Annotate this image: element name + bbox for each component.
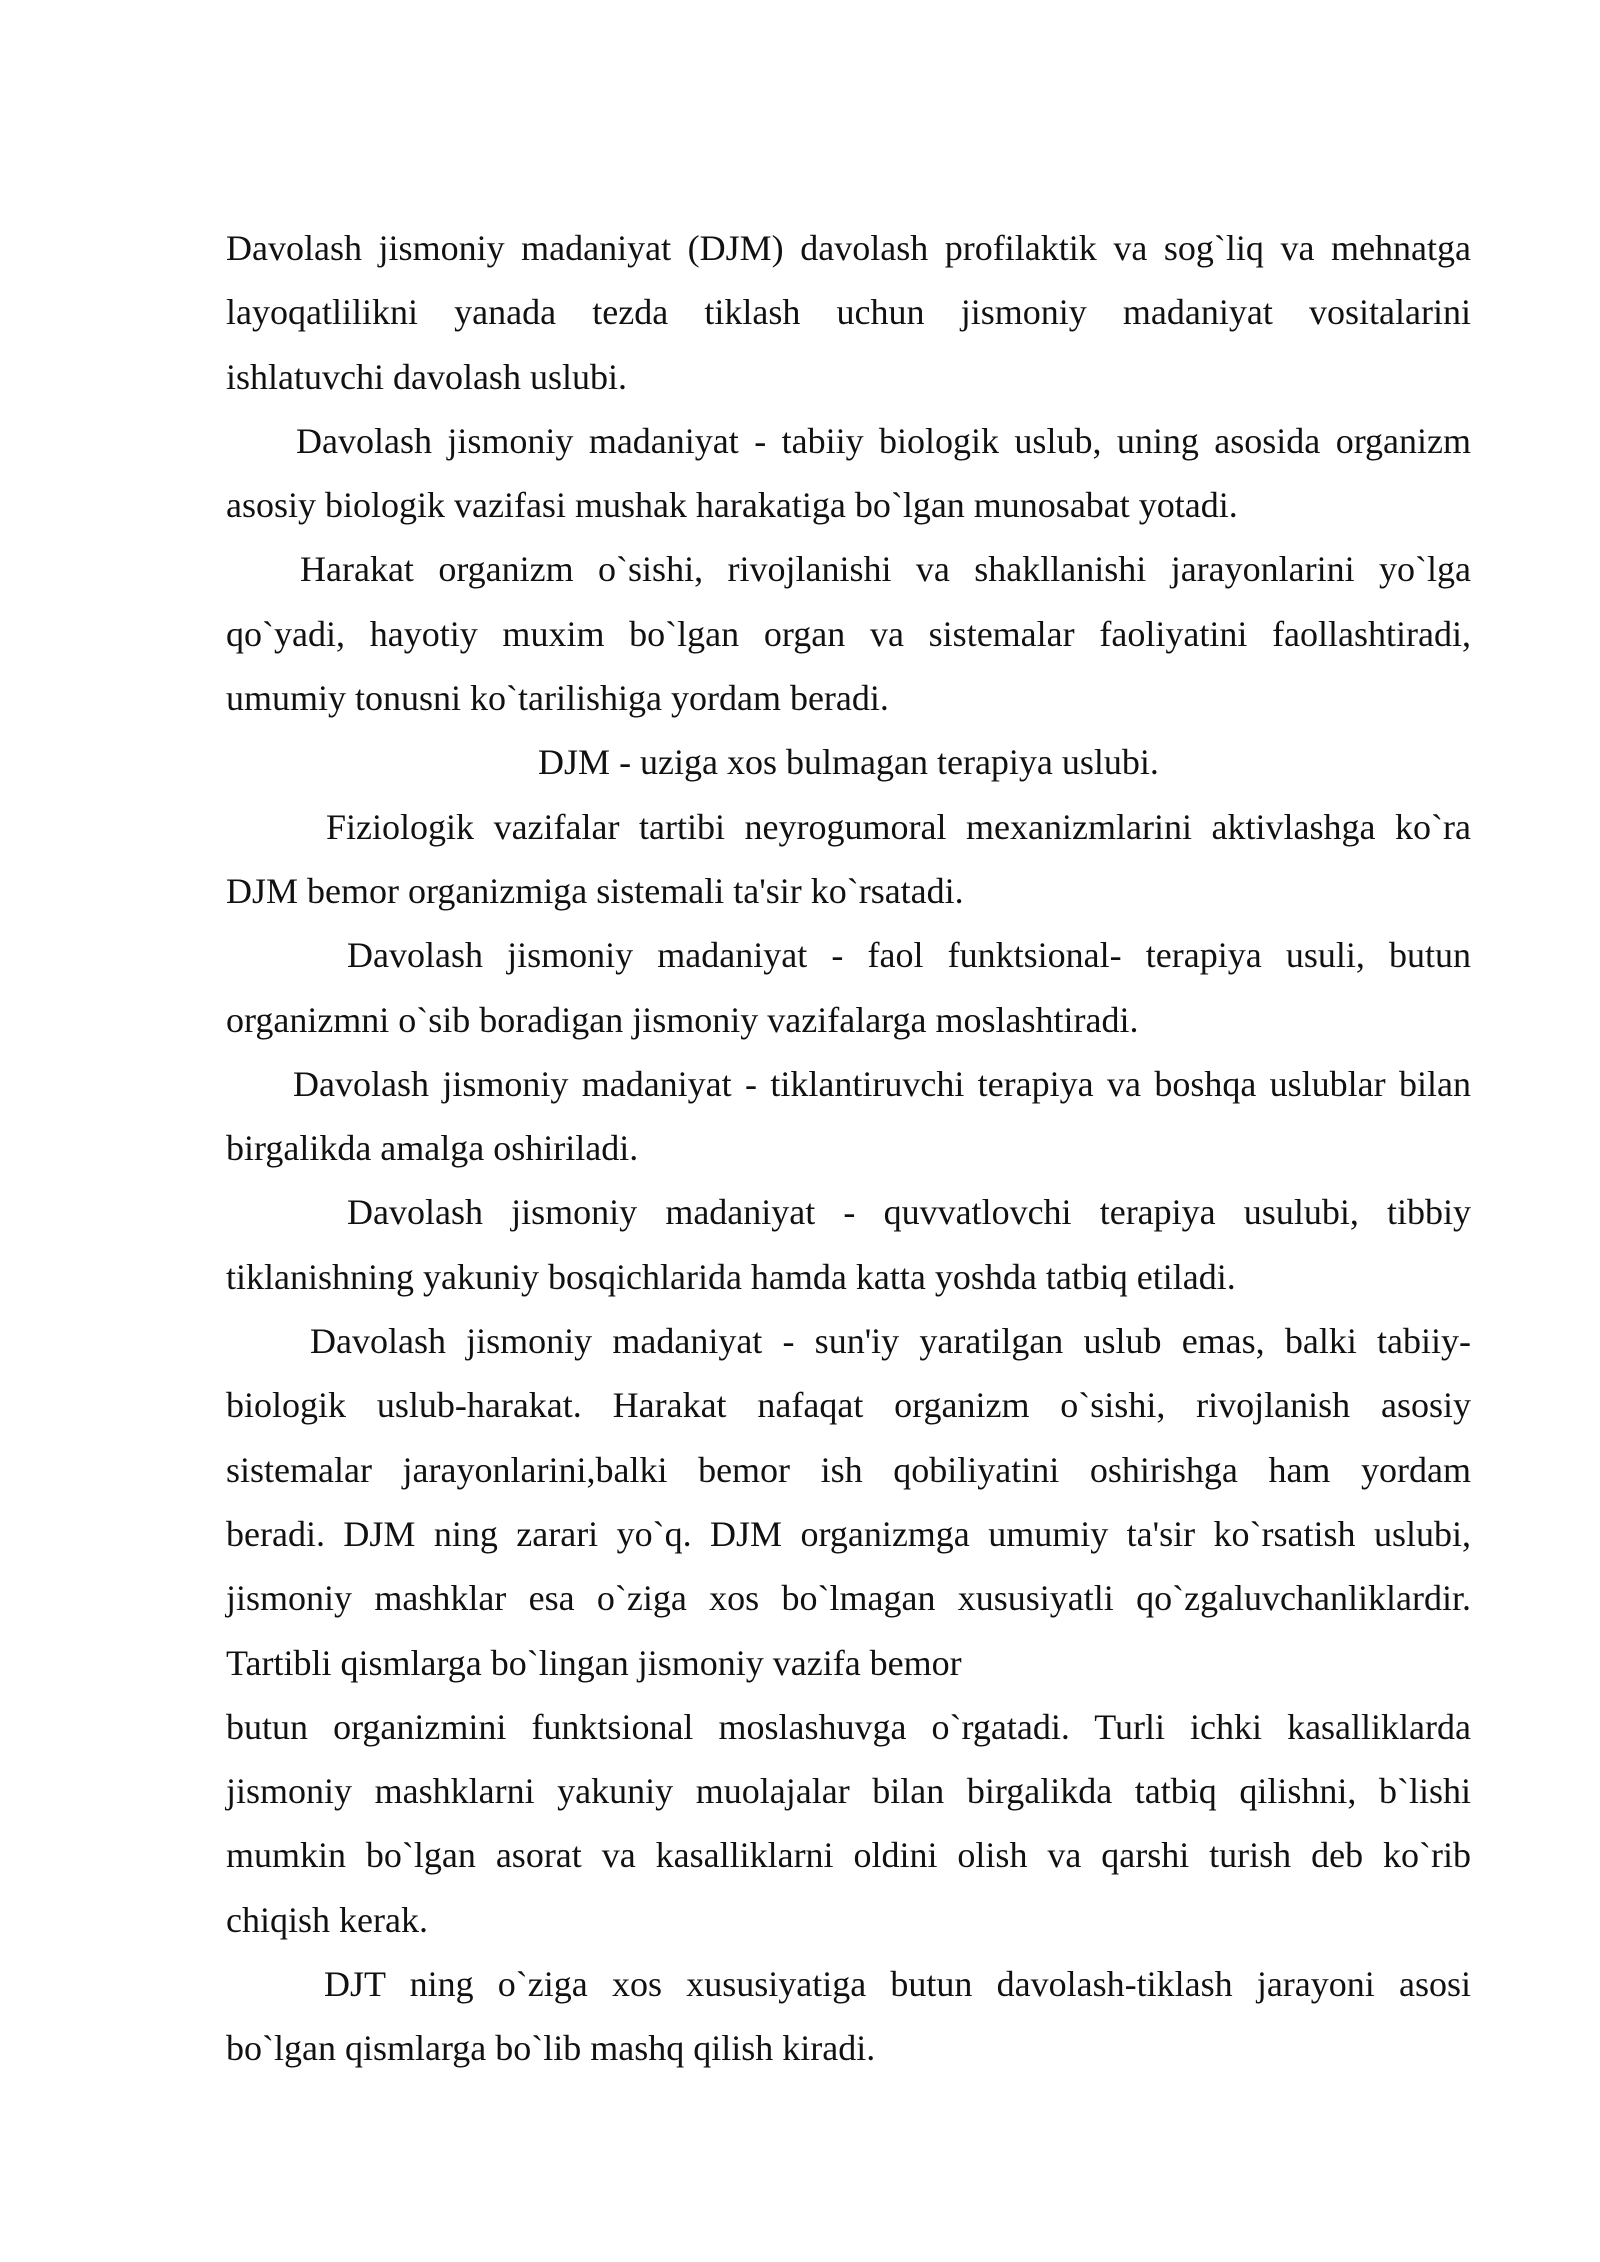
text-line: layoqatlilikni yanada tezda tiklash uchun jismoniy madaniyat vositalarini xyxy=(226,292,1471,333)
paragraph xyxy=(226,1180,1471,1309)
paragraph xyxy=(226,537,1471,730)
text-line: Davolash jismoniy madaniyat - faol funktsional- terapiya usuli, butun xyxy=(347,935,1471,976)
paragraph xyxy=(226,1052,1471,1181)
text-line: tiklanishning yakuniy bosqichlarida hamda katta yoshda tatbiq etiladi. xyxy=(226,1256,1236,1297)
text-line: butun organizmini funktsional moslashuvga o`rgatadi. Turli ichki kasalliklarda xyxy=(226,1706,1471,1747)
document-body xyxy=(226,216,1471,2081)
text-line: jismoniy mashklarni yakuniy muolajalar bilan birgalikda tatbiq qilishni, b`lishi xyxy=(226,1771,1471,1812)
text-line: ishlatuvchi davolash uslubi. xyxy=(226,356,627,397)
text-line: Davolash jismoniy madaniyat - tabiiy biologik uslub, uning asosida organizm xyxy=(296,420,1471,461)
paragraph xyxy=(226,795,1471,924)
text-line: Davolash jismoniy madaniyat - sun'iy yaratilgan uslub emas, balki tabiiy- xyxy=(310,1321,1471,1362)
text-line: birgalikda amalga oshiriladi. xyxy=(226,1128,639,1169)
text-line: DJM - uziga xos bulmagan terapiya uslubi. xyxy=(538,742,1159,783)
text-line: umumiy tonusni ko`tarilishiga yordam beradi. xyxy=(226,678,889,719)
text-line: Fiziologik vazifalar tartibi neyrogumoral mexanizmlarini aktivlashga ko`ra xyxy=(326,806,1471,847)
paragraph xyxy=(226,409,1471,538)
text-line: organizmni o`sib boradigan jismoniy vazifalarga moslashtiradi. xyxy=(226,999,1139,1040)
text-line: DJT ning o`ziga xos xususiyatiga butun davolash-tiklash jarayoni asosi xyxy=(324,1964,1471,2005)
centered-paragraph xyxy=(226,730,1471,794)
paragraph xyxy=(226,1695,1471,1952)
paragraph xyxy=(226,1952,1471,2081)
text-line: beradi. DJM ning zarari yo`q. DJM organizmga umumiy ta'sir ko`rsatish uslubi, xyxy=(226,1513,1471,1554)
text-line: biologik uslub-harakat. Harakat nafaqat organizm o`sishi, rivojlanish asosiy xyxy=(226,1385,1471,1426)
text-line: Davolash jismoniy madaniyat (DJM) davolash profilaktik va sog`liq va mehnatga xyxy=(226,228,1471,268)
text-line: Tartibli qismlarga bo`lingan jismoniy vazifa bemor xyxy=(226,1642,962,1683)
text-line: jismoniy mashklar esa o`ziga xos bo`lmagan xususiyatli qo`zgaluvchanliklardir. xyxy=(226,1578,1471,1619)
text-line: Davolash jismoniy madaniyat - quvvatlovchi terapiya usulubi, tibbiy xyxy=(347,1192,1471,1233)
text-line: Davolash jismoniy madaniyat - tiklantiruvchi terapiya va boshqa uslublar bilan xyxy=(293,1063,1471,1104)
paragraph xyxy=(226,216,1471,409)
paragraph xyxy=(226,1309,1471,1695)
text-line: DJM bemor organizmiga sistemali ta'sir ko`rsatadi. xyxy=(226,870,964,911)
text-line: asosiy biologik vazifasi mushak harakatiga bo`lgan munosabat yotadi. xyxy=(226,485,1238,526)
text-line: chiqish kerak. xyxy=(226,1899,428,1940)
text-line: Harakat organizm o`sishi, rivojlanishi va shakllanishi jarayonlarini yo`lga xyxy=(300,549,1471,590)
text-line: qo`yadi, hayotiy muxim bo`lgan organ va sistemalar faoliyatini faollashtiradi, xyxy=(226,613,1471,654)
text-line: bo`lgan qismlarga bo`lib mashq qilish kiradi. xyxy=(226,2028,876,2069)
paragraph xyxy=(226,923,1471,1052)
text-line: mumkin bo`lgan asorat va kasalliklarni oldini olish va qarshi turish deb ko`rib xyxy=(226,1835,1471,1876)
text-line: sistemalar jarayonlarini,balki bemor ish qobiliyatini oshirishga ham yordam xyxy=(226,1449,1471,1490)
